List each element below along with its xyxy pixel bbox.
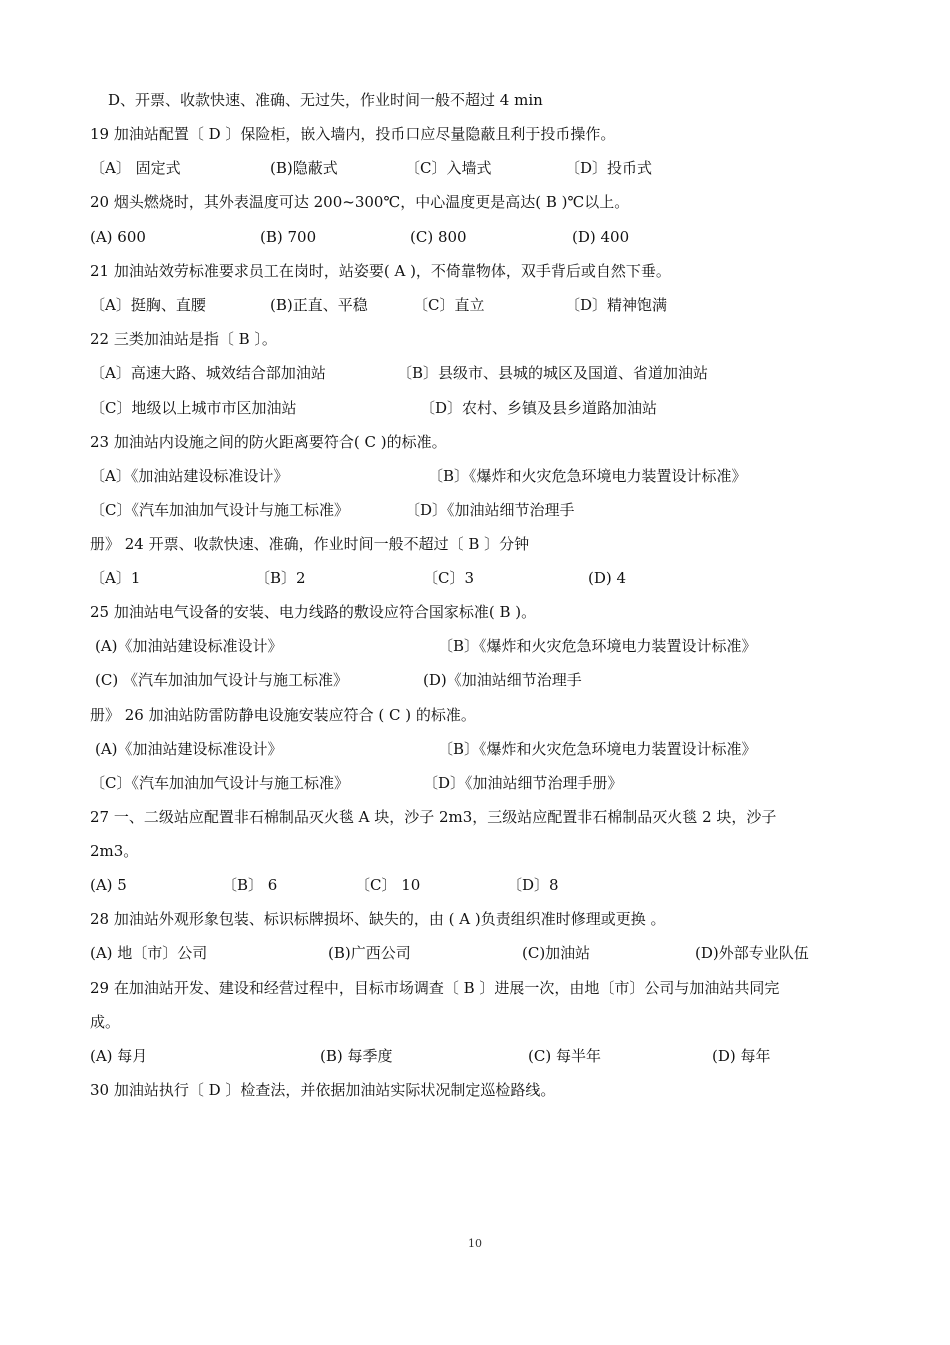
option-c: 〔C〕《汽车加油加气设计与施工标准》 — [90, 501, 349, 519]
option-d: (D) 4 — [588, 569, 627, 587]
option-a: 〔A〕高速大路、城效结合部加油站 — [90, 364, 326, 382]
option-a: (A)《加油站建设标准设计》 — [95, 637, 283, 655]
text-segment: 25 加油站电气设备的安装、电力线路的敷设应符合国家标准( B )。 — [90, 603, 537, 621]
option-d: (D)外部专业队伍 — [695, 944, 809, 962]
option-a: 〔A〕挺胸、直腰 — [90, 296, 206, 314]
text-segment: 成。 — [90, 1013, 121, 1031]
text-segment: 20 烟头燃烧时，其外表温度可达 200~300℃，中心温度更是高达( B )℃以上。 — [90, 193, 630, 211]
page-number: 10 — [468, 1237, 482, 1250]
options-line-26b — [0, 771, 950, 795]
options-line-19 — [0, 156, 950, 180]
question-line-30 — [0, 1078, 950, 1102]
option-b: 〔B〕《爆炸和火灾危急环境电力装置设计标准》 — [428, 467, 747, 485]
option-a: (A) 地〔市〕公司 — [90, 944, 208, 962]
question-line-29-cont — [0, 1010, 950, 1034]
option-c: 〔C〕3 — [423, 569, 475, 587]
option-d: 〔D〕《加油站细节治理手 — [405, 501, 575, 519]
option-b: 〔B〕2 — [255, 569, 306, 587]
options-line-22a — [0, 361, 950, 385]
question-line-28 — [0, 907, 950, 931]
text-segment: 19 加油站配置〔 D 〕保险柜，嵌入墙内，投币口应尽量隐蔽且利于投币操作。 — [90, 125, 616, 143]
options-line-23a — [0, 464, 950, 488]
question-line-29 — [0, 976, 950, 1000]
text-segment: 28 加油站外观形象包装、标识标牌损坏、缺失的，由 ( A )负责组织准时修理或更换 。 — [90, 910, 666, 928]
option-a: (A) 5 — [90, 876, 127, 894]
option-d: (D) 每年 — [712, 1047, 771, 1065]
question-line-20 — [0, 190, 950, 214]
question-line-25 — [0, 600, 950, 624]
options-line-20 — [0, 225, 950, 249]
options-line-27 — [0, 873, 950, 897]
question-line-27-cont — [0, 839, 950, 863]
option-b: (B) 700 — [260, 228, 317, 246]
option-b: (B) 每季度 — [320, 1047, 393, 1065]
text-segment: 册》 26 加油站防雷防静电设施安装应符合 ( C ) 的标准。 — [90, 706, 476, 724]
option-d: (D) 400 — [572, 228, 630, 246]
options-line-22b — [0, 396, 950, 420]
option-c: 〔C〕 10 — [355, 876, 421, 894]
options-line-26a — [0, 737, 950, 761]
question-line-26 — [0, 703, 950, 727]
option-b: (B)正直、平稳 — [270, 296, 368, 314]
text-segment: 21 加油站效劳标准要求员工在岗时，站姿要( A )，不倚靠物体，双手背后或自然下垂。 — [90, 262, 671, 280]
question-line-19 — [0, 122, 950, 146]
option-d: 〔D〕8 — [507, 876, 559, 894]
text-segment: 23 加油站内设施之间的防火距离要符合( C )的标准。 — [90, 433, 447, 451]
option-b: 〔B〕《爆炸和火灾危急环境电力装置设计标准》 — [438, 740, 757, 758]
option-c: 〔C〕地级以上城市市区加油站 — [90, 399, 297, 417]
option-c: (C) 《汽车加油加气设计与施工标准》 — [95, 671, 348, 689]
option-b: 〔B〕《爆炸和火灾危急环境电力装置设计标准》 — [438, 637, 757, 655]
text-segment: 2m3。 — [90, 842, 139, 860]
option-a: (A) 600 — [90, 228, 146, 246]
options-line-24 — [0, 566, 950, 590]
options-line-21 — [0, 293, 950, 317]
option-a: 〔A〕《加油站建设标准设计》 — [90, 467, 289, 485]
option-a: (A) 每月 — [90, 1047, 148, 1065]
option-c: 〔C〕《汽车加油加气设计与施工标准》 — [90, 774, 349, 792]
text-segment: 27 一、二级站应配置非石棉制品灭火毯 A 块，沙子 2m3，三级站应配置非石棉制品灭火毯 2 块，沙子 — [90, 808, 777, 826]
question-line-23 — [0, 430, 950, 454]
option-c: (C) 800 — [410, 228, 467, 246]
option-d: 〔D〕《加油站细节治理手册》 — [423, 774, 623, 792]
options-line-28 — [0, 941, 950, 965]
option-c: (C) 每半年 — [528, 1047, 601, 1065]
options-line-25a — [0, 634, 950, 658]
question-line-27 — [0, 805, 950, 829]
option-b: 〔B〕县级市、县城的城区及国道、省道加油站 — [397, 364, 709, 382]
text-segment: 29 在加油站开发、建设和经营过程中，目标市场调查〔 B 〕进展一次，由地〔市〕公司与加油站共同完 — [90, 979, 780, 997]
option-d: (D)《加油站细节治理手 — [423, 671, 582, 689]
options-line-29 — [0, 1044, 950, 1068]
text-segment: 30 加油站执行〔 D 〕检查法，并依据加油站实际状况制定巡检路线。 — [90, 1081, 556, 1099]
text-segment: D、开票、收款快速、准确、无过失，作业时间一般不超过 4 min — [108, 91, 543, 109]
option-b: (B)隐蔽式 — [270, 159, 338, 177]
option-b: (B)广西公司 — [328, 944, 411, 962]
text-segment: 22 三类加油站是指〔 B 〕。 — [90, 330, 277, 348]
text-line — [0, 88, 950, 112]
options-line-23b — [0, 498, 950, 522]
option-d: 〔D〕农村、乡镇及县乡道路加油站 — [420, 399, 658, 417]
text-segment: 册》 24 开票、收款快速、准确，作业时间一般不超过〔 B 〕分钟 — [90, 535, 530, 553]
option-c: (C)加油站 — [522, 944, 591, 962]
question-line-21 — [0, 259, 950, 283]
option-d: 〔D〕投币式 — [565, 159, 653, 177]
option-b: 〔B〕 6 — [222, 876, 278, 894]
option-a: 〔A〕1 — [90, 569, 141, 587]
question-line-22 — [0, 327, 950, 351]
option-a: (A)《加油站建设标准设计》 — [95, 740, 283, 758]
question-line-24 — [0, 532, 950, 556]
option-d: 〔D〕精神饱满 — [565, 296, 668, 314]
option-c: 〔C〕入墙式 — [405, 159, 492, 177]
option-a: 〔A〕 固定式 — [90, 159, 181, 177]
option-c: 〔C〕直立 — [413, 296, 485, 314]
options-line-25b — [0, 668, 950, 692]
